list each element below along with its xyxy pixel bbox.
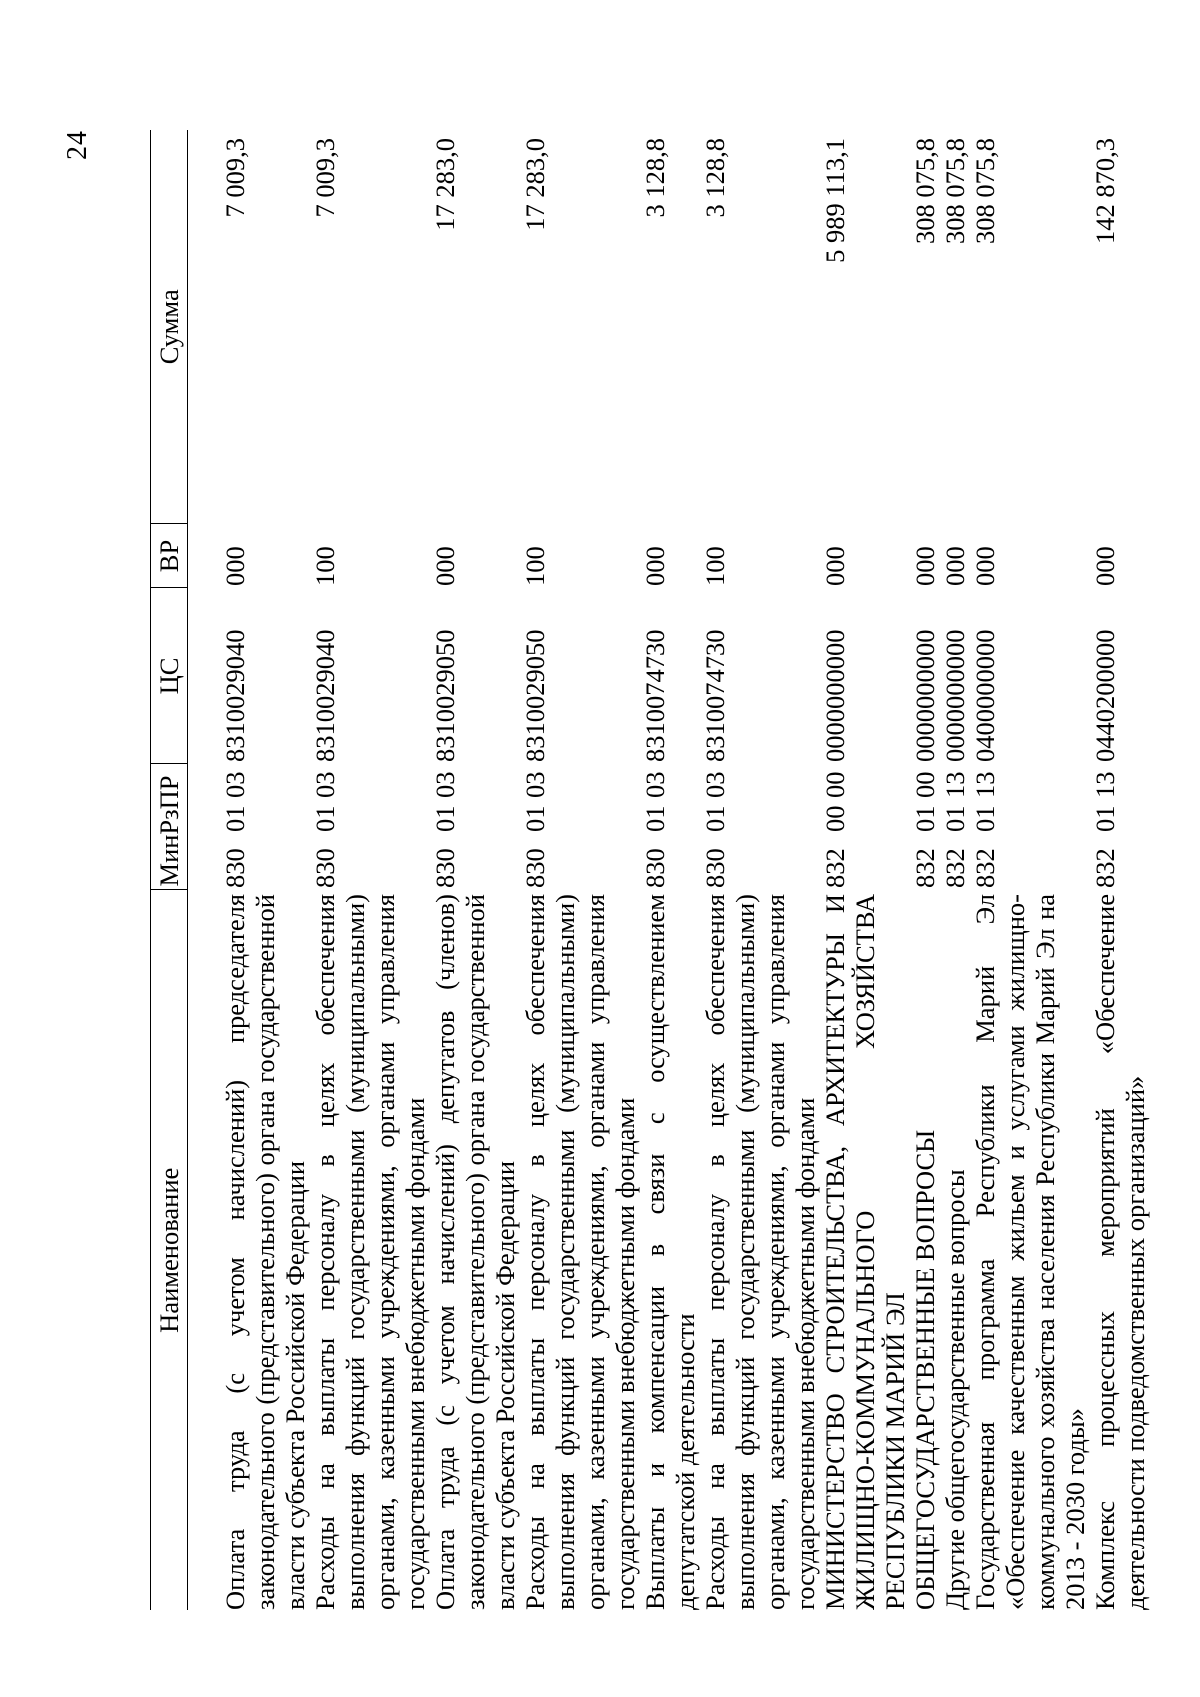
header-sum: Сумма	[151, 130, 188, 524]
row-cs: 0000000000	[820, 629, 850, 762]
row-sum: 308 075,8	[910, 138, 940, 244]
row-sum: 17 283,0	[520, 138, 550, 231]
row-sum: 7 009,3	[310, 138, 340, 218]
table-header-row	[151, 130, 188, 1610]
row-name: Государственная программа Республики Марий Эл «Обеспечение качественным жильем и услугами жилищно-коммунального хозяйства населения Республики Марий Эл на 2013 - 2030 годы»	[970, 894, 1090, 1610]
row-min: 832	[910, 848, 940, 888]
row-vr: 000	[1090, 546, 1120, 586]
row-sum: 308 075,8	[970, 138, 1000, 244]
header-cs: ЦС	[151, 588, 188, 764]
row-cs: 8310029040	[310, 629, 340, 762]
row-min: 832	[1090, 848, 1120, 888]
row-vr: 000	[940, 546, 970, 586]
row-name: Расходы на выплаты персоналу в целях обеспечения выполнения функций государственными (муниципальными) органами, казенными учреждениями, органами управления государственными внебюджетными фондами	[700, 894, 820, 1610]
table-row	[820, 130, 910, 1610]
row-cs: 8310074730	[700, 629, 730, 762]
row-cs: 0400000000	[970, 629, 1000, 762]
row-pr: 13	[970, 771, 1000, 798]
row-vr: 000	[820, 546, 850, 586]
table-row	[700, 130, 820, 1610]
row-pr: 13	[1090, 771, 1120, 798]
row-rz: 01	[910, 805, 940, 832]
row-rz: 01	[940, 805, 970, 832]
row-min: 832	[940, 848, 970, 888]
row-pr: 00	[820, 771, 850, 798]
row-rz: 01	[970, 805, 1000, 832]
row-cs: 0000000000	[910, 629, 940, 762]
row-min: 830	[430, 848, 460, 888]
row-name: Другие общегосударственные вопросы	[940, 1169, 970, 1610]
row-name: Оплата труда (с учетом начислений) председателя законодательного (представительного) органа государственной власти субъекта Российской Федерации	[220, 894, 310, 1610]
row-vr: 100	[700, 546, 730, 586]
row-min: 830	[310, 848, 340, 888]
row-sum: 17 283,0	[430, 138, 460, 231]
row-vr: 000	[910, 546, 940, 586]
row-rz: 01	[1090, 805, 1120, 832]
row-rz: 00	[820, 805, 850, 832]
row-min: 830	[220, 848, 250, 888]
row-vr: 100	[310, 546, 340, 586]
row-min: 832	[820, 848, 850, 888]
row-pr: 03	[220, 771, 250, 798]
row-cs: 8310029050	[520, 629, 550, 762]
row-sum: 142 870,3	[1090, 138, 1120, 244]
row-pr: 03	[640, 771, 670, 798]
table-row	[940, 130, 970, 1610]
rotated-content	[62, 130, 1150, 1610]
table-row	[520, 130, 640, 1610]
table-row	[188, 130, 311, 1610]
row-rz: 01	[700, 805, 730, 832]
row-name: Расходы на выплаты персоналу в целях обеспечения выполнения функций государственными (муниципальными) органами, казенными учреждениями, органами управления государственными внебюджетными фондами	[310, 894, 430, 1610]
row-vr: 000	[970, 546, 1000, 586]
table-row	[1090, 130, 1150, 1610]
row-min: 830	[700, 848, 730, 888]
row-rz: 01	[310, 805, 340, 832]
table-row	[640, 130, 700, 1610]
table-row	[310, 130, 430, 1610]
row-vr: 100	[520, 546, 550, 586]
row-sum: 5 989 113,1	[820, 138, 850, 263]
row-name: Расходы на выплаты персоналу в целях обеспечения выполнения функций государственными (муниципальными) органами, казенными учреждениями, органами управления государственными внебюджетными фондами	[520, 894, 640, 1610]
row-sum: 3 128,8	[700, 138, 730, 218]
header-min: Мин	[154, 834, 184, 887]
header-rz: Рз	[154, 809, 184, 835]
row-cs: 8310029050	[430, 629, 460, 762]
row-name: Оплата труда (с учетом начислений) депутатов (членов) законодательного (представительного) органа государственной власти субъекта Российской Федерации	[430, 894, 520, 1610]
row-pr: 03	[430, 771, 460, 798]
row-vr: 000	[640, 546, 670, 586]
row-name: Выплаты и компенсации в связи с осуществлением депутатской деятельности	[640, 894, 700, 1610]
table-row	[910, 130, 940, 1610]
row-cs: 0440200000	[1090, 629, 1120, 762]
budget-table	[150, 130, 1150, 1610]
row-min: 830	[640, 848, 670, 888]
table-row	[430, 130, 520, 1610]
header-vr: ВР	[151, 524, 188, 588]
header-min-rz-pr	[151, 764, 188, 890]
row-sum: 3 128,8	[640, 138, 670, 218]
row-cs: 0000000000	[940, 629, 970, 762]
row-name: ОБЩЕГОСУДАРСТВЕННЫЕ ВОПРОСЫ	[910, 1129, 940, 1610]
row-pr: 03	[700, 771, 730, 798]
row-name: Комплекс процессных мероприятий «Обеспечение деятельности подведомственных организаций»	[1090, 894, 1150, 1610]
row-name: МИНИСТЕРСТВО СТРОИТЕЛЬСТВА, АРХИТЕКТУРЫ И ЖИЛИЩНО-КОММУНАЛЬНОГО ХОЗЯЙСТВА РЕСПУБЛИКИ МАРИЙ ЭЛ	[820, 894, 910, 1610]
row-rz: 01	[520, 805, 550, 832]
row-sum: 308 075,8	[940, 138, 970, 244]
row-vr: 000	[220, 546, 250, 586]
row-sum: 7 009,3	[220, 138, 250, 218]
row-min: 830	[520, 848, 550, 888]
page-number: 24	[62, 130, 93, 160]
row-cs: 8310074730	[640, 629, 670, 762]
row-rz: 01	[430, 805, 460, 832]
row-min: 832	[970, 848, 1000, 888]
row-pr: 03	[520, 771, 550, 798]
row-rz: 01	[640, 805, 670, 832]
row-pr: 13	[940, 771, 970, 798]
row-pr: 00	[910, 771, 940, 798]
row-rz: 01	[220, 805, 250, 832]
header-pr: ПР	[154, 775, 184, 810]
header-name: Наименование	[151, 890, 188, 1610]
row-pr: 03	[310, 771, 340, 798]
row-cs: 8310029040	[220, 629, 250, 762]
row-vr: 000	[430, 546, 460, 586]
table-row	[970, 130, 1090, 1610]
